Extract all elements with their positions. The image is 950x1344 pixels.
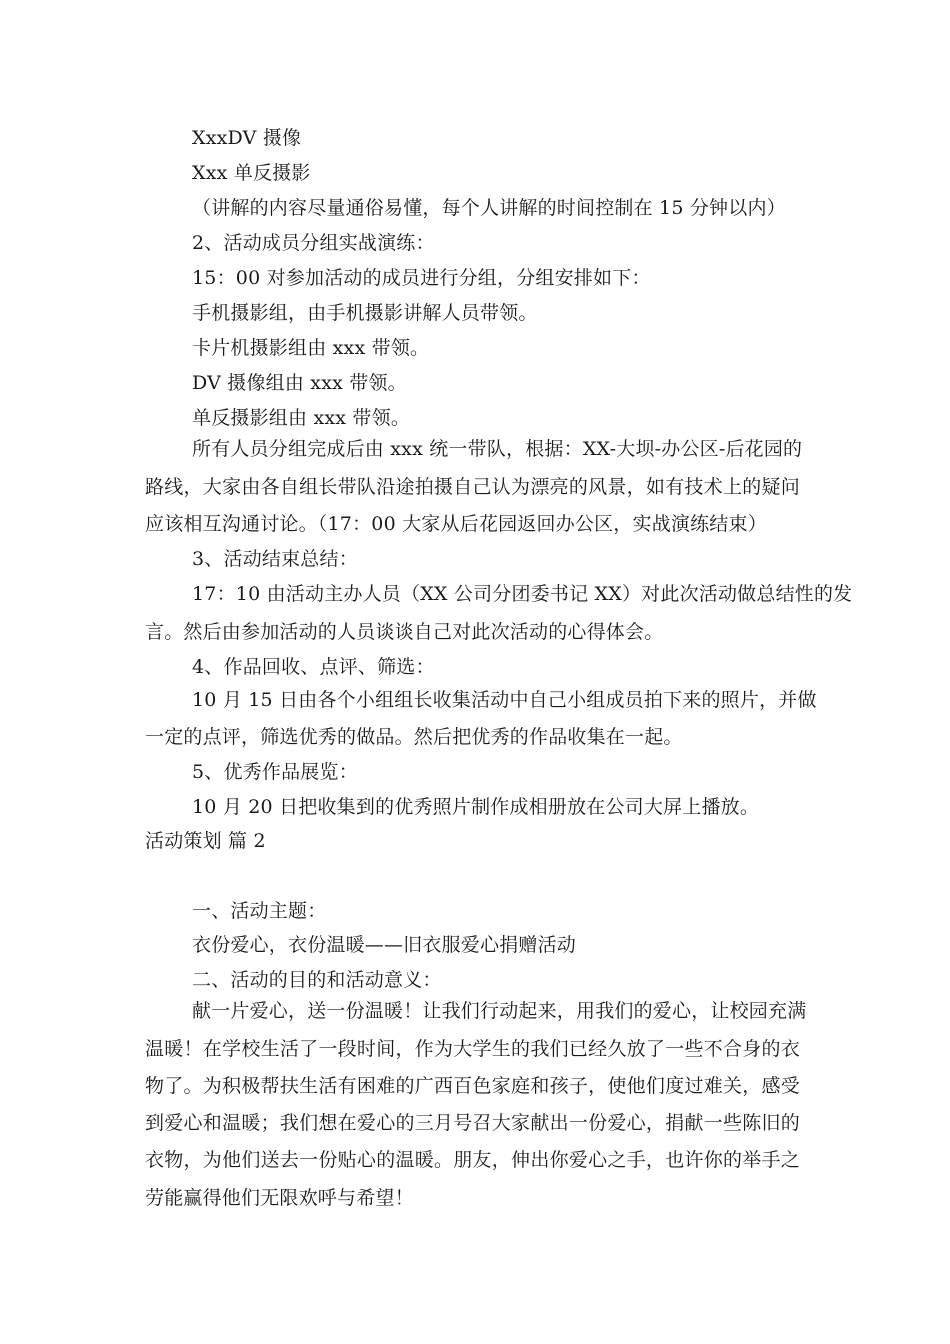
text-line: Xxx 单反摄影: [192, 162, 311, 184]
section-heading: 3、活动结束总结：: [192, 548, 358, 570]
text-line: 15：00 对参加活动的成员进行分组，分组安排如下：: [192, 267, 651, 289]
section-heading: 二、活动的目的和活动意义：: [192, 969, 442, 991]
text-line: 10 月 20 日把收集到的优秀照片制作成相册放在公司大屏上播放。: [192, 796, 760, 818]
text-line: 衣物，为他们送去一份贴心的温暖。朋友，伸出你爱心之手，也许你的举手之: [145, 1149, 800, 1171]
text-line: 所有人员分组完成后由 xxx 统一带队，根据：XX-大坝-办公区-后花园的: [192, 438, 803, 460]
text-line: 手机摄影组，由手机摄影讲解人员带领。: [192, 302, 538, 324]
text-line: 到爱心和温暖；我们想在爱心的三月号召大家献出一份爱心，捐献一些陈旧的: [145, 1112, 800, 1134]
section-heading: 5、优秀作品展览：: [192, 761, 358, 783]
section-heading: 4、作品回收、点评、筛选：: [192, 656, 435, 678]
section-heading: 2、活动成员分组实战演练：: [192, 232, 435, 254]
text-line: 温暖！在学校生活了一段时间，作为大学生的我们已经久放了一些不合身的衣: [145, 1038, 800, 1060]
text-line: 17：10 由活动主办人员（XX 公司分团委书记 XX）对此次活动做总结性的发: [192, 583, 853, 605]
text-line: 路线，大家由各自组长带队沿途拍摄自己认为漂亮的风景，如有技术上的疑问: [145, 476, 800, 498]
text-line: （讲解的内容尽量通俗易懂，每个人讲解的时间控制在 15 分钟以内）: [192, 197, 786, 219]
text-line: 卡片机摄影组由 xxx 带领。: [192, 337, 430, 359]
text-line: 单反摄影组由 xxx 带领。: [192, 407, 411, 429]
text-line: 物了。为积极帮扶生活有困难的广西百色家庭和孩子，使他们度过难关，感受: [145, 1075, 800, 1097]
text-line: 劳能赢得他们无限欢呼与希望！: [145, 1187, 414, 1209]
text-line: 一定的点评，筛选优秀的做品。然后把优秀的作品收集在一起。: [145, 726, 683, 748]
text-line: XxxDV 摄像: [192, 127, 302, 149]
document-title: 活动策划 篇 2: [145, 830, 266, 852]
section-heading: 一、活动主题：: [192, 900, 327, 922]
text-line: DV 摄像组由 xxx 带领。: [192, 372, 407, 394]
text-line: 衣份爱心，衣份温暖——旧衣服爱心捐赠活动: [192, 934, 577, 956]
text-line: 10 月 15 日由各个小组组长收集活动中自己小组成员拍下来的照片，并做: [192, 689, 817, 711]
text-line: 献一片爱心，送一份温暖！让我们行动起来，用我们的爱心，让校园充满: [192, 1000, 807, 1022]
text-line: 应该相互沟通讨论。（17：00 大家从后花园返回办公区，实战演练结束）: [145, 513, 767, 535]
text-line: 言。然后由参加活动的人员谈谈自己对此次活动的心得体会。: [145, 621, 664, 643]
